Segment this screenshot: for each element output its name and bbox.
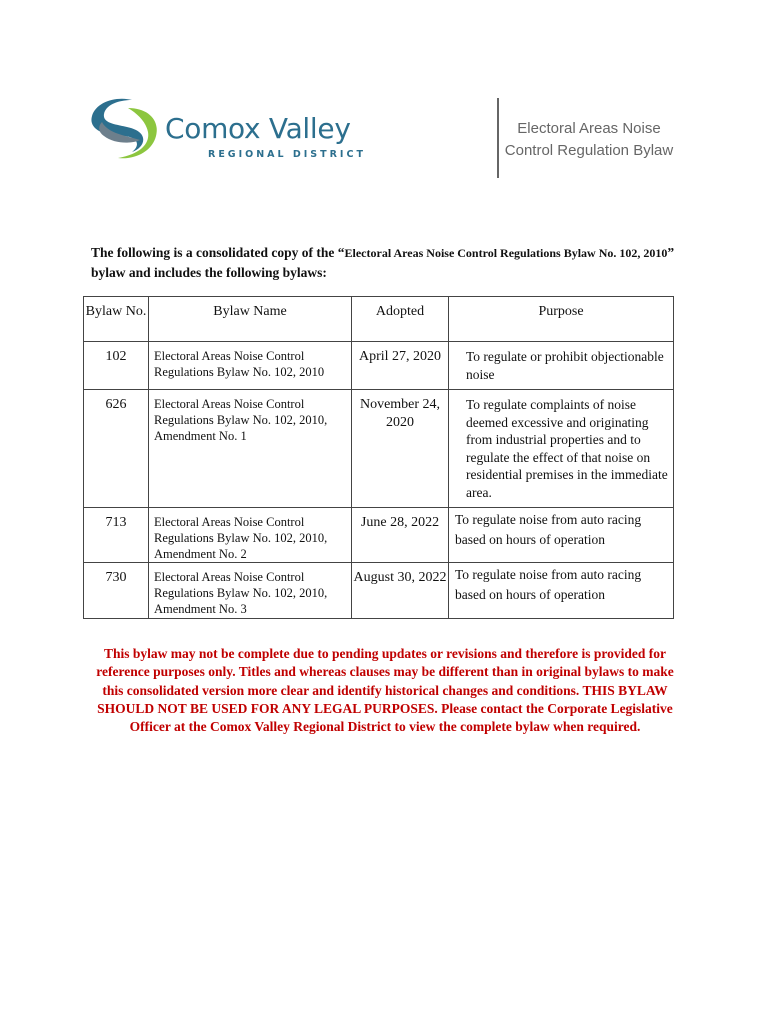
- table-row: [84, 563, 674, 619]
- purpose-cell: To regulate noise from auto racing based on hours of operation: [449, 563, 674, 619]
- header-adopted: Adopted: [352, 297, 449, 342]
- header-bylaw-name: Bylaw Name: [149, 297, 352, 342]
- intro-bylaw-title: Electoral Areas Noise Control Regulations Bylaw No. 102, 2010: [344, 246, 668, 260]
- purpose-cell: To regulate or prohibit objectionable noise: [449, 342, 674, 390]
- adopted-cell: August 30, 2022: [352, 563, 449, 619]
- org-name: Comox Valley: [165, 112, 351, 145]
- table-row: [84, 390, 674, 508]
- intro-text-end: ” bylaw and includes the following bylaws:: [91, 245, 675, 280]
- bylaw-no-cell: 102: [84, 342, 149, 390]
- header-divider: [497, 98, 499, 178]
- intro-paragraph: [91, 243, 681, 283]
- disclaimer-notice: This bylaw may not be complete due to pending updates or revisions and therefore is provided for reference purposes only. Titles and whereas clauses may be different than in original bylaws to make this consolidated version more clear and identify historical changes and conditions. THIS BYLAW SHOULD NOT BE USED FOR ANY LEGAL PURPOSES. Please contact the Corporate Legislative Officer at the Comox Valley Regional District to view the complete bylaw when required.: [96, 646, 674, 735]
- document-title: Electoral Areas Noise Control Regulation Bylaw: [504, 120, 674, 159]
- header-bylaw-no: Bylaw No.: [84, 297, 149, 342]
- bylaw-no-cell: 730: [84, 563, 149, 619]
- adopted-cell: June 28, 2022: [352, 508, 449, 563]
- logo-swoosh-blue: [91, 99, 143, 152]
- bylaw-no-cell: 626: [84, 390, 149, 508]
- org-logo-mark: [88, 92, 163, 167]
- org-logo: [88, 92, 388, 172]
- bylaw-name-cell: Electoral Areas Noise Control Regulations Bylaw No. 102, 2010, Amendment No. 2: [149, 508, 352, 563]
- org-subtitle: REGIONAL DISTRICT: [208, 149, 366, 160]
- bylaw-name-cell: Electoral Areas Noise Control Regulations Bylaw No. 102, 2010, Amendment No. 3: [149, 563, 352, 619]
- bylaw-name-cell: Electoral Areas Noise Control Regulations Bylaw No. 102, 2010: [149, 342, 352, 390]
- bylaws-table: [83, 296, 674, 619]
- table-header-row: [84, 297, 674, 342]
- intro-text-start: The following is a consolidated copy of the “: [91, 245, 345, 260]
- adopted-cell: November 24, 2020: [352, 390, 449, 508]
- bylaw-no-cell: 713: [84, 508, 149, 563]
- purpose-cell: To regulate complaints of noise deemed excessive and originating from industrial properties and to regulate the effect of that noise on residential premises in the immediate area.: [449, 390, 674, 508]
- adopted-cell: April 27, 2020: [352, 342, 449, 390]
- purpose-cell: To regulate noise from auto racing based on hours of operation: [449, 508, 674, 563]
- table-row: [84, 508, 674, 563]
- table-row: [84, 342, 674, 390]
- header-purpose: Purpose: [449, 297, 674, 342]
- bylaw-name-cell: Electoral Areas Noise Control Regulations Bylaw No. 102, 2010, Amendment No. 1: [149, 390, 352, 508]
